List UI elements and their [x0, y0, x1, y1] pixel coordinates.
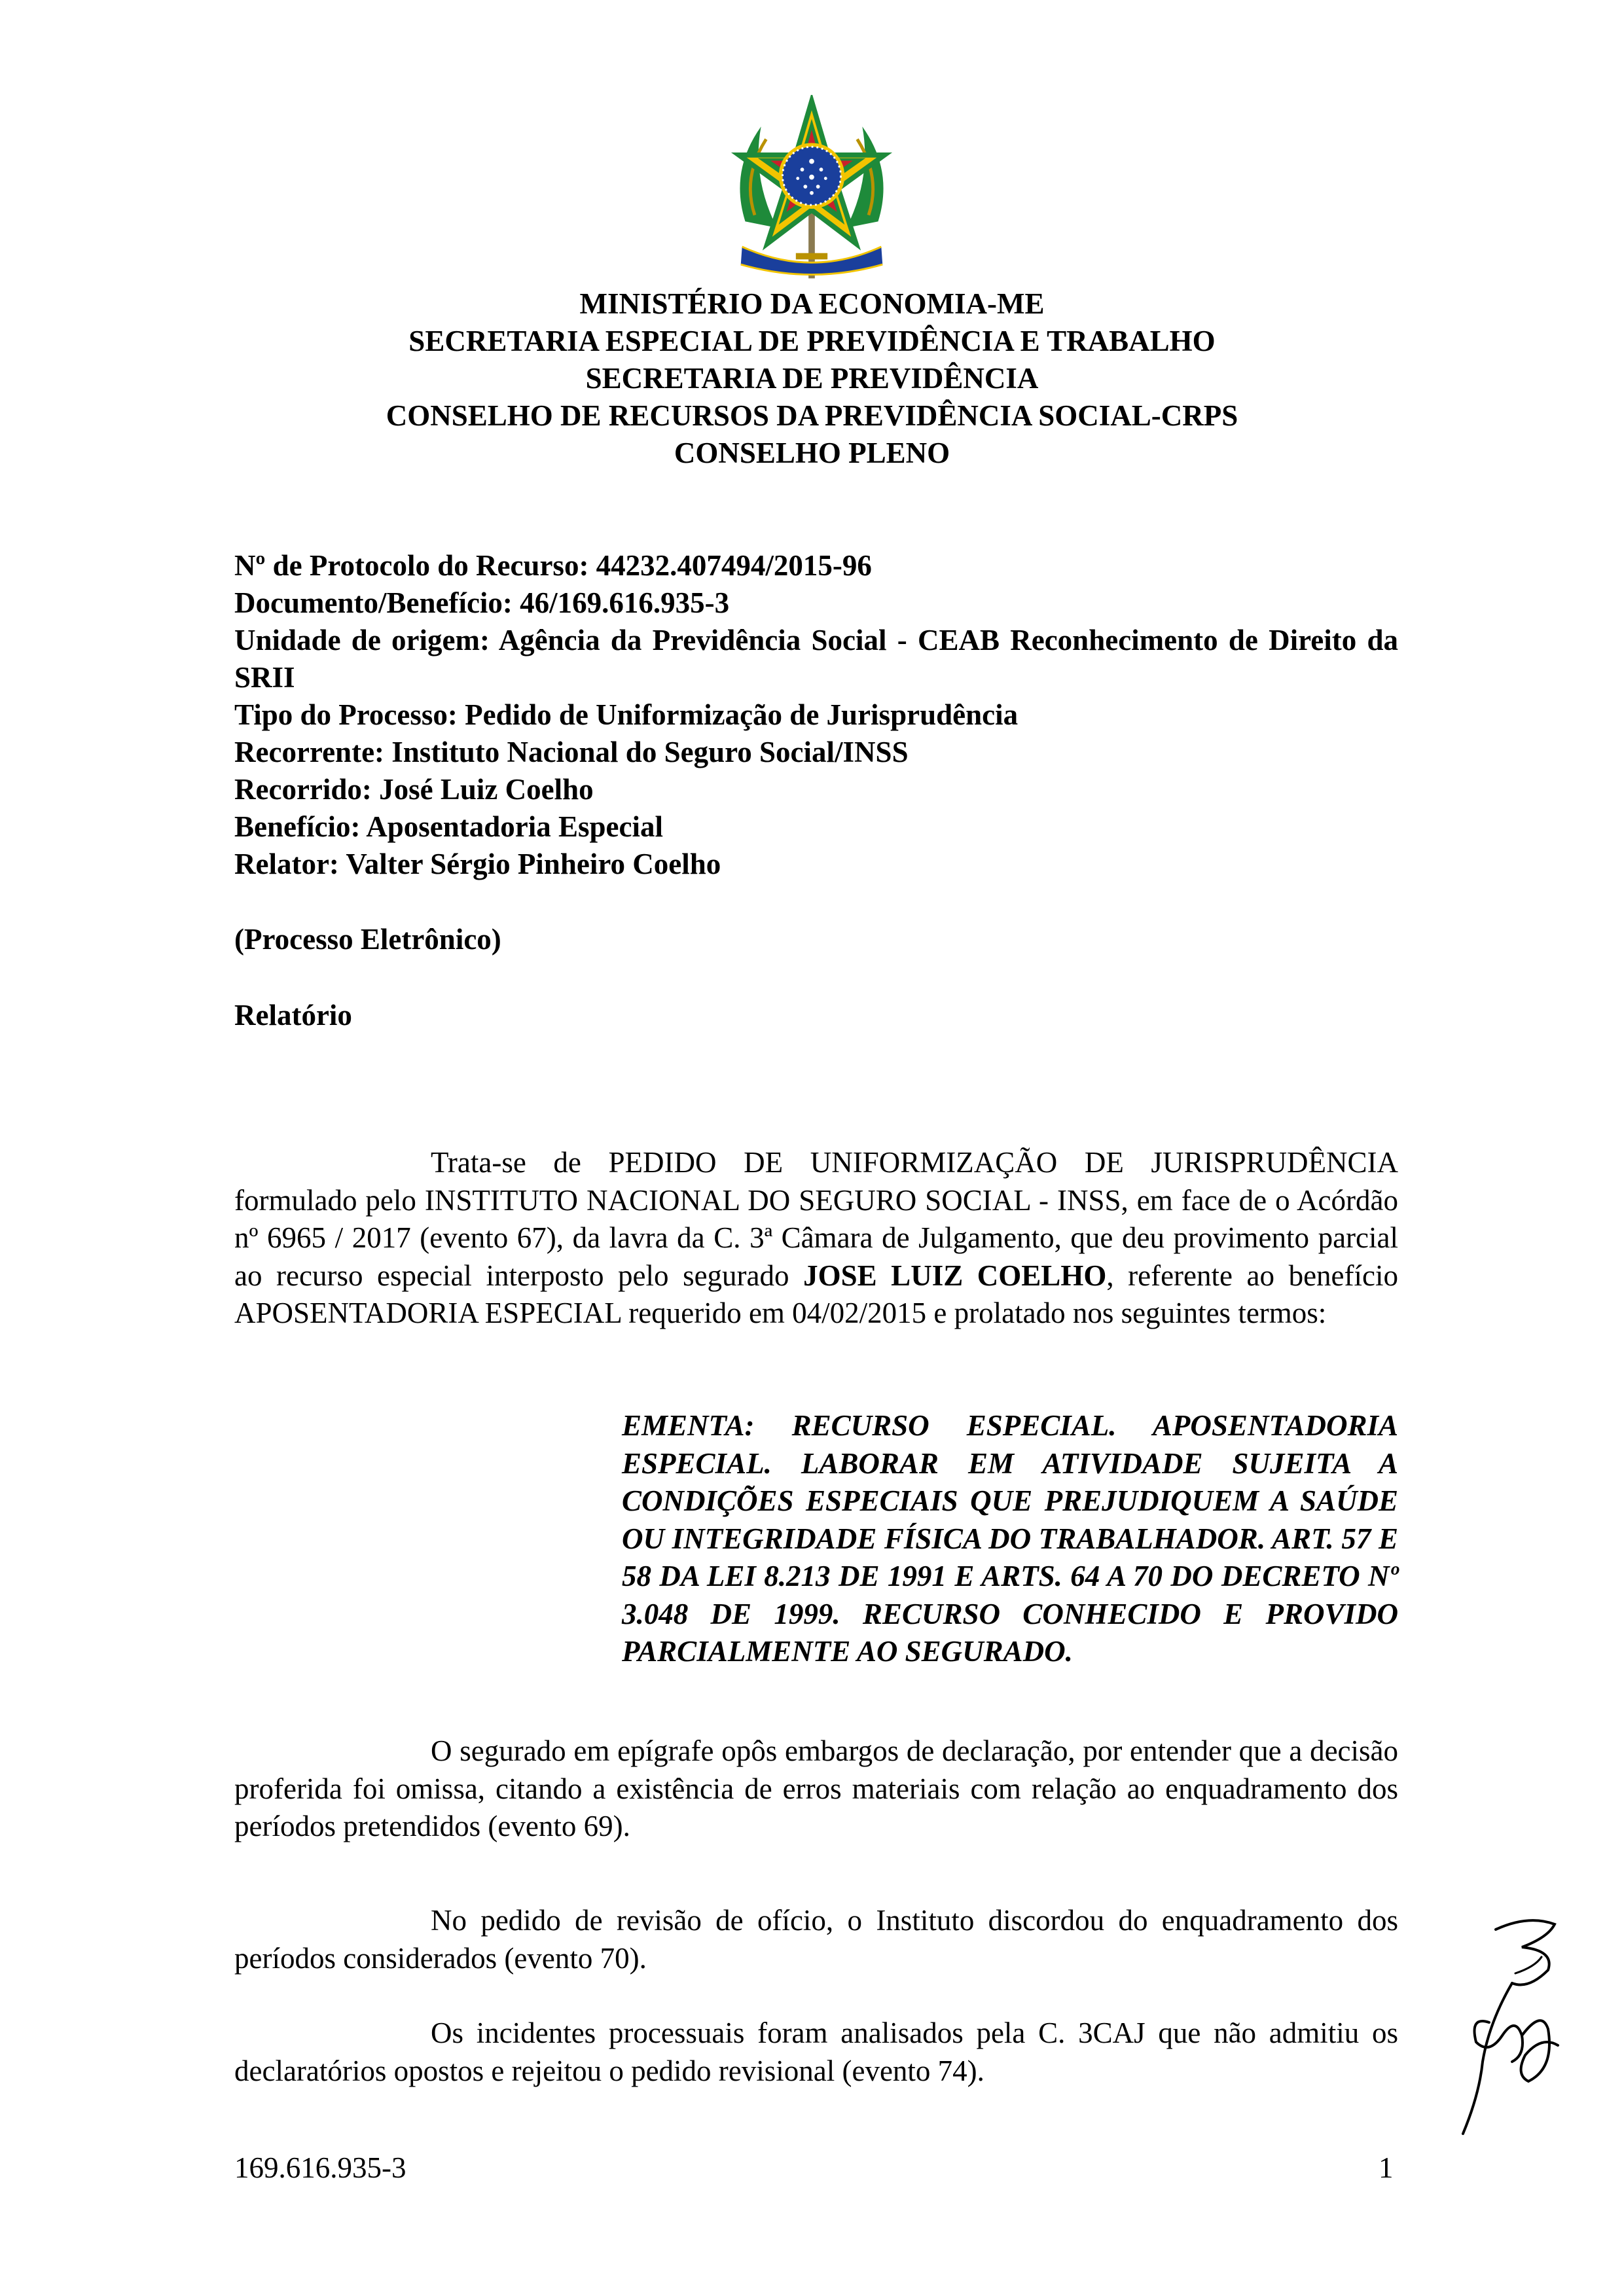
paragraph-1-part1: Trata-se de PEDIDO DE UNIFORMIZAÇÃO DE JURISPRUDÊNCIA formulado pelo INSTITUTO NACIONAL DO SEGURO SOCIAL - INSS, em face de o Acórdão nº 6965 / 2017 (evento 67), da lavra da C. 3ª Câmara de Julgamento, que deu provimento parcial ao recurso especial interposto pelo segurado — [234, 1146, 1398, 1292]
footer-page-number: 1 — [1379, 2151, 1394, 2184]
header-secretaria-especial: SECRETARIA ESPECIAL DE PREVIDÊNCIA E TRABALHO — [408, 325, 1216, 357]
handwritten-signature-icon — [1450, 1911, 1568, 2147]
institution-header — [0, 285, 1624, 472]
paragraph-1-part2: , referente ao benefício APOSENTADORIA ESPECIAL requerido em 04/02/2015 e prolatado nos seguintes termos: — [234, 1259, 1398, 1329]
brazil-coat-of-arms-icon — [717, 95, 907, 285]
header-ministry: MINISTÉRIO DA ECONOMIA-ME — [579, 287, 1045, 320]
meta-unidade: Unidade de origem: Agência da Previdência Social - CEAB Reconhecimento de Direito da SRII — [234, 624, 1398, 694]
meta-tipo: Tipo do Processo: Pedido de Uniformização de Jurisprudência — [234, 698, 1019, 731]
footer-doc-number: 169.616.935-3 — [234, 2151, 406, 2184]
paragraph-1 — [234, 1144, 1398, 1333]
processo-label: (Processo Eletrônico) — [234, 923, 501, 956]
meta-recorrido: Recorrido: José Luiz Coelho — [234, 773, 594, 806]
meta-recorrente: Recorrente: Instituto Nacional do Seguro Social/INSS — [234, 736, 909, 768]
meta-protocolo: Nº de Protocolo do Recurso: 44232.407494/2015-96 — [234, 549, 872, 582]
meta-documento: Documento/Benefício: 46/169.616.935-3 — [234, 586, 730, 619]
paragraph-3: No pedido de revisão de ofício, o Instituto discordou do enquadramento dos períodos considerados (evento 70). — [234, 1904, 1398, 1975]
section-title: Relatório — [234, 999, 352, 1031]
meta-relator: Relator: Valter Sérgio Pinheiro Coelho — [234, 848, 721, 880]
paragraph-1-name: JOSE LUIZ COELHO — [803, 1259, 1107, 1292]
process-metadata — [234, 547, 1398, 883]
paragraph-2: O segurado em epígrafe opôs embargos de declaração, por entender que a decisão proferida foi omissa, citando a existência de erros materiais com relação ao enquadramento dos períodos pretendidos (evento 69). — [234, 1734, 1398, 1842]
meta-beneficio: Benefício: Aposentadoria Especial — [234, 810, 663, 843]
header-conselho-pleno: CONSELHO PLENO — [674, 437, 950, 469]
header-conselho-recursos: CONSELHO DE RECURSOS DA PREVIDÊNCIA SOCIAL-CRPS — [386, 399, 1238, 432]
ementa-quote: EMENTA: RECURSO ESPECIAL. APOSENTADORIA ESPECIAL. LABORAR EM ATIVIDADE SUJEITA A CONDIÇÕES ESPECIAIS QUE PREJUDIQUEM A SAÚDE OU INTEGRIDADE FÍSICA DO TRABALHADOR. ART. 57 E 58 DA LEI 8.213 DE 1991 E ARTS. 64 A 70 DO DECRETO Nº 3.048 DE 1999. RECURSO CONHECIDO E PROVIDO PARCIALMENTE AO SEGURADO. — [622, 1409, 1398, 1668]
paragraph-4: Os incidentes processuais foram analisados pela C. 3CAJ que não admitiu os declaratórios opostos e rejeitou o pedido revisional (evento 74). — [234, 2017, 1398, 2087]
header-secretaria: SECRETARIA DE PREVIDÊNCIA — [585, 362, 1039, 395]
